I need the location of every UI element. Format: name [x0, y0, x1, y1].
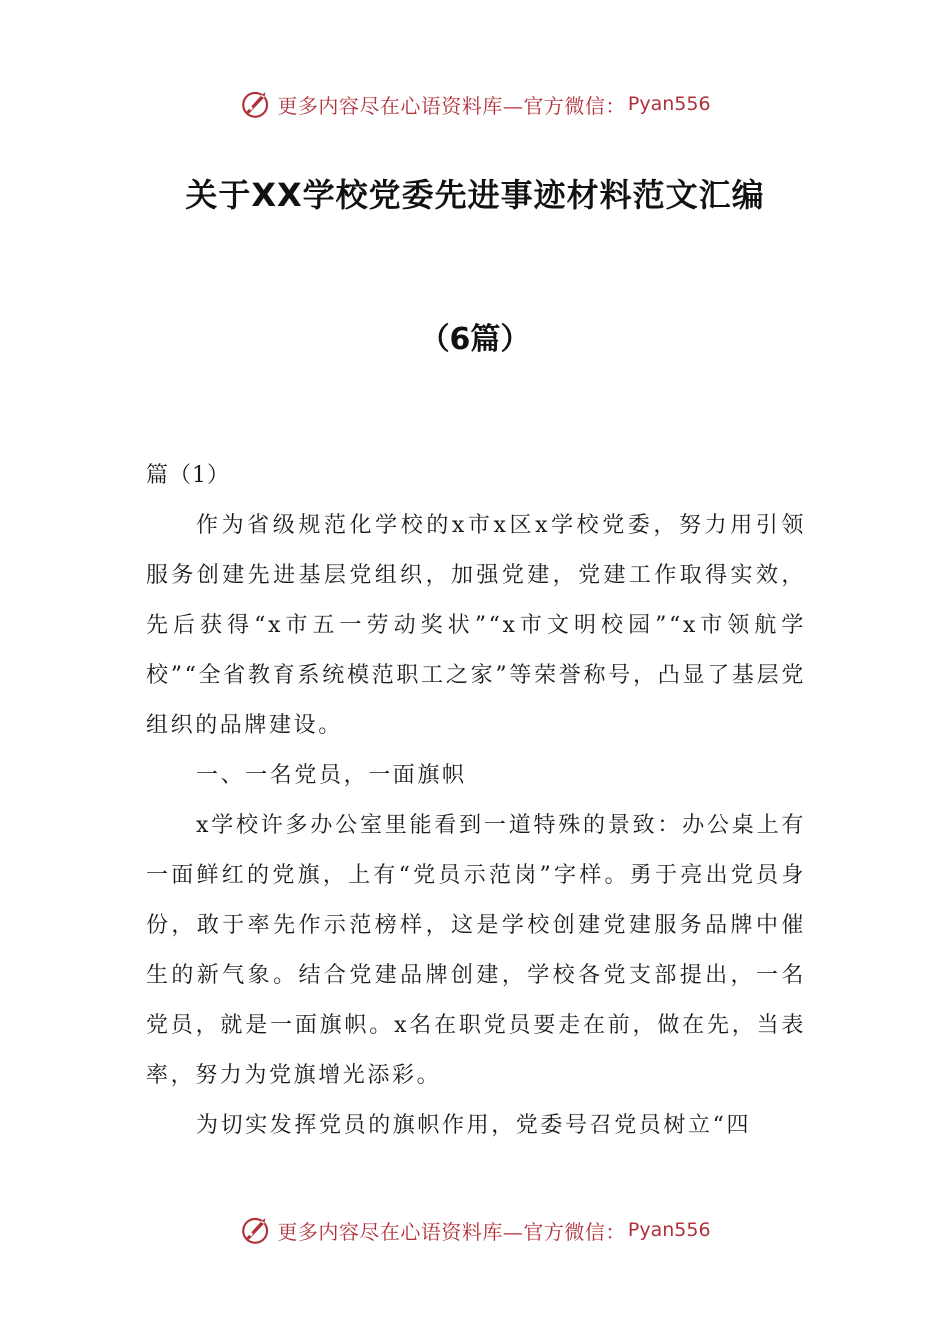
section-heading: 一、一名党员，一面旗帜 — [196, 763, 467, 788]
footer-banner — [0, 1208, 950, 1252]
section-label: 篇（1） — [146, 463, 230, 488]
pen-nib-logo-icon — [239, 87, 273, 121]
document-title: 关于XX学校党委先进事迹材料范文汇编 — [185, 176, 765, 214]
document-body — [146, 451, 806, 1151]
header-banner — [0, 82, 950, 126]
paragraph: 作为省级规范化学校的x市x区x学校党委，努力用引领服务创建先进基层党组织，加强党建，党建工作取得实效，先后获得“x市五一劳动奖状”“x市文明校园”“x市领航学校”“全省教育系统模范职工之家”等荣誉称号，凸显了基层党组织的品牌建设。 — [146, 513, 806, 738]
banner-text: 更多内容尽在心语资料库—官方微信： — [277, 93, 626, 118]
paragraph: 为切实发挥党员的旗帜作用，党委号召党员树立“四 — [196, 1113, 752, 1138]
paragraph: x学校许多办公室里能看到一道特殊的景致：办公桌上有一面鲜红的党旗，上有“党员示范岗”字样。勇于亮出党员身份，敢于率先作示范榜样，这是学校创建党建服务品牌中催生的新气象。结合党建品牌创建，学校各党支部提出，一名党员，就是一面旗帜。x名在职党员要走在前，做在先，当表率，努力为党旗增光添彩。 — [146, 813, 806, 1088]
banner-contact: Pyan556 — [627, 93, 711, 115]
banner-text: 更多内容尽在心语资料库—官方微信： — [277, 1219, 626, 1244]
banner-contact: Pyan556 — [627, 1219, 711, 1241]
document-subtitle: （6篇） — [419, 322, 531, 357]
pen-nib-logo-icon — [239, 1213, 273, 1247]
